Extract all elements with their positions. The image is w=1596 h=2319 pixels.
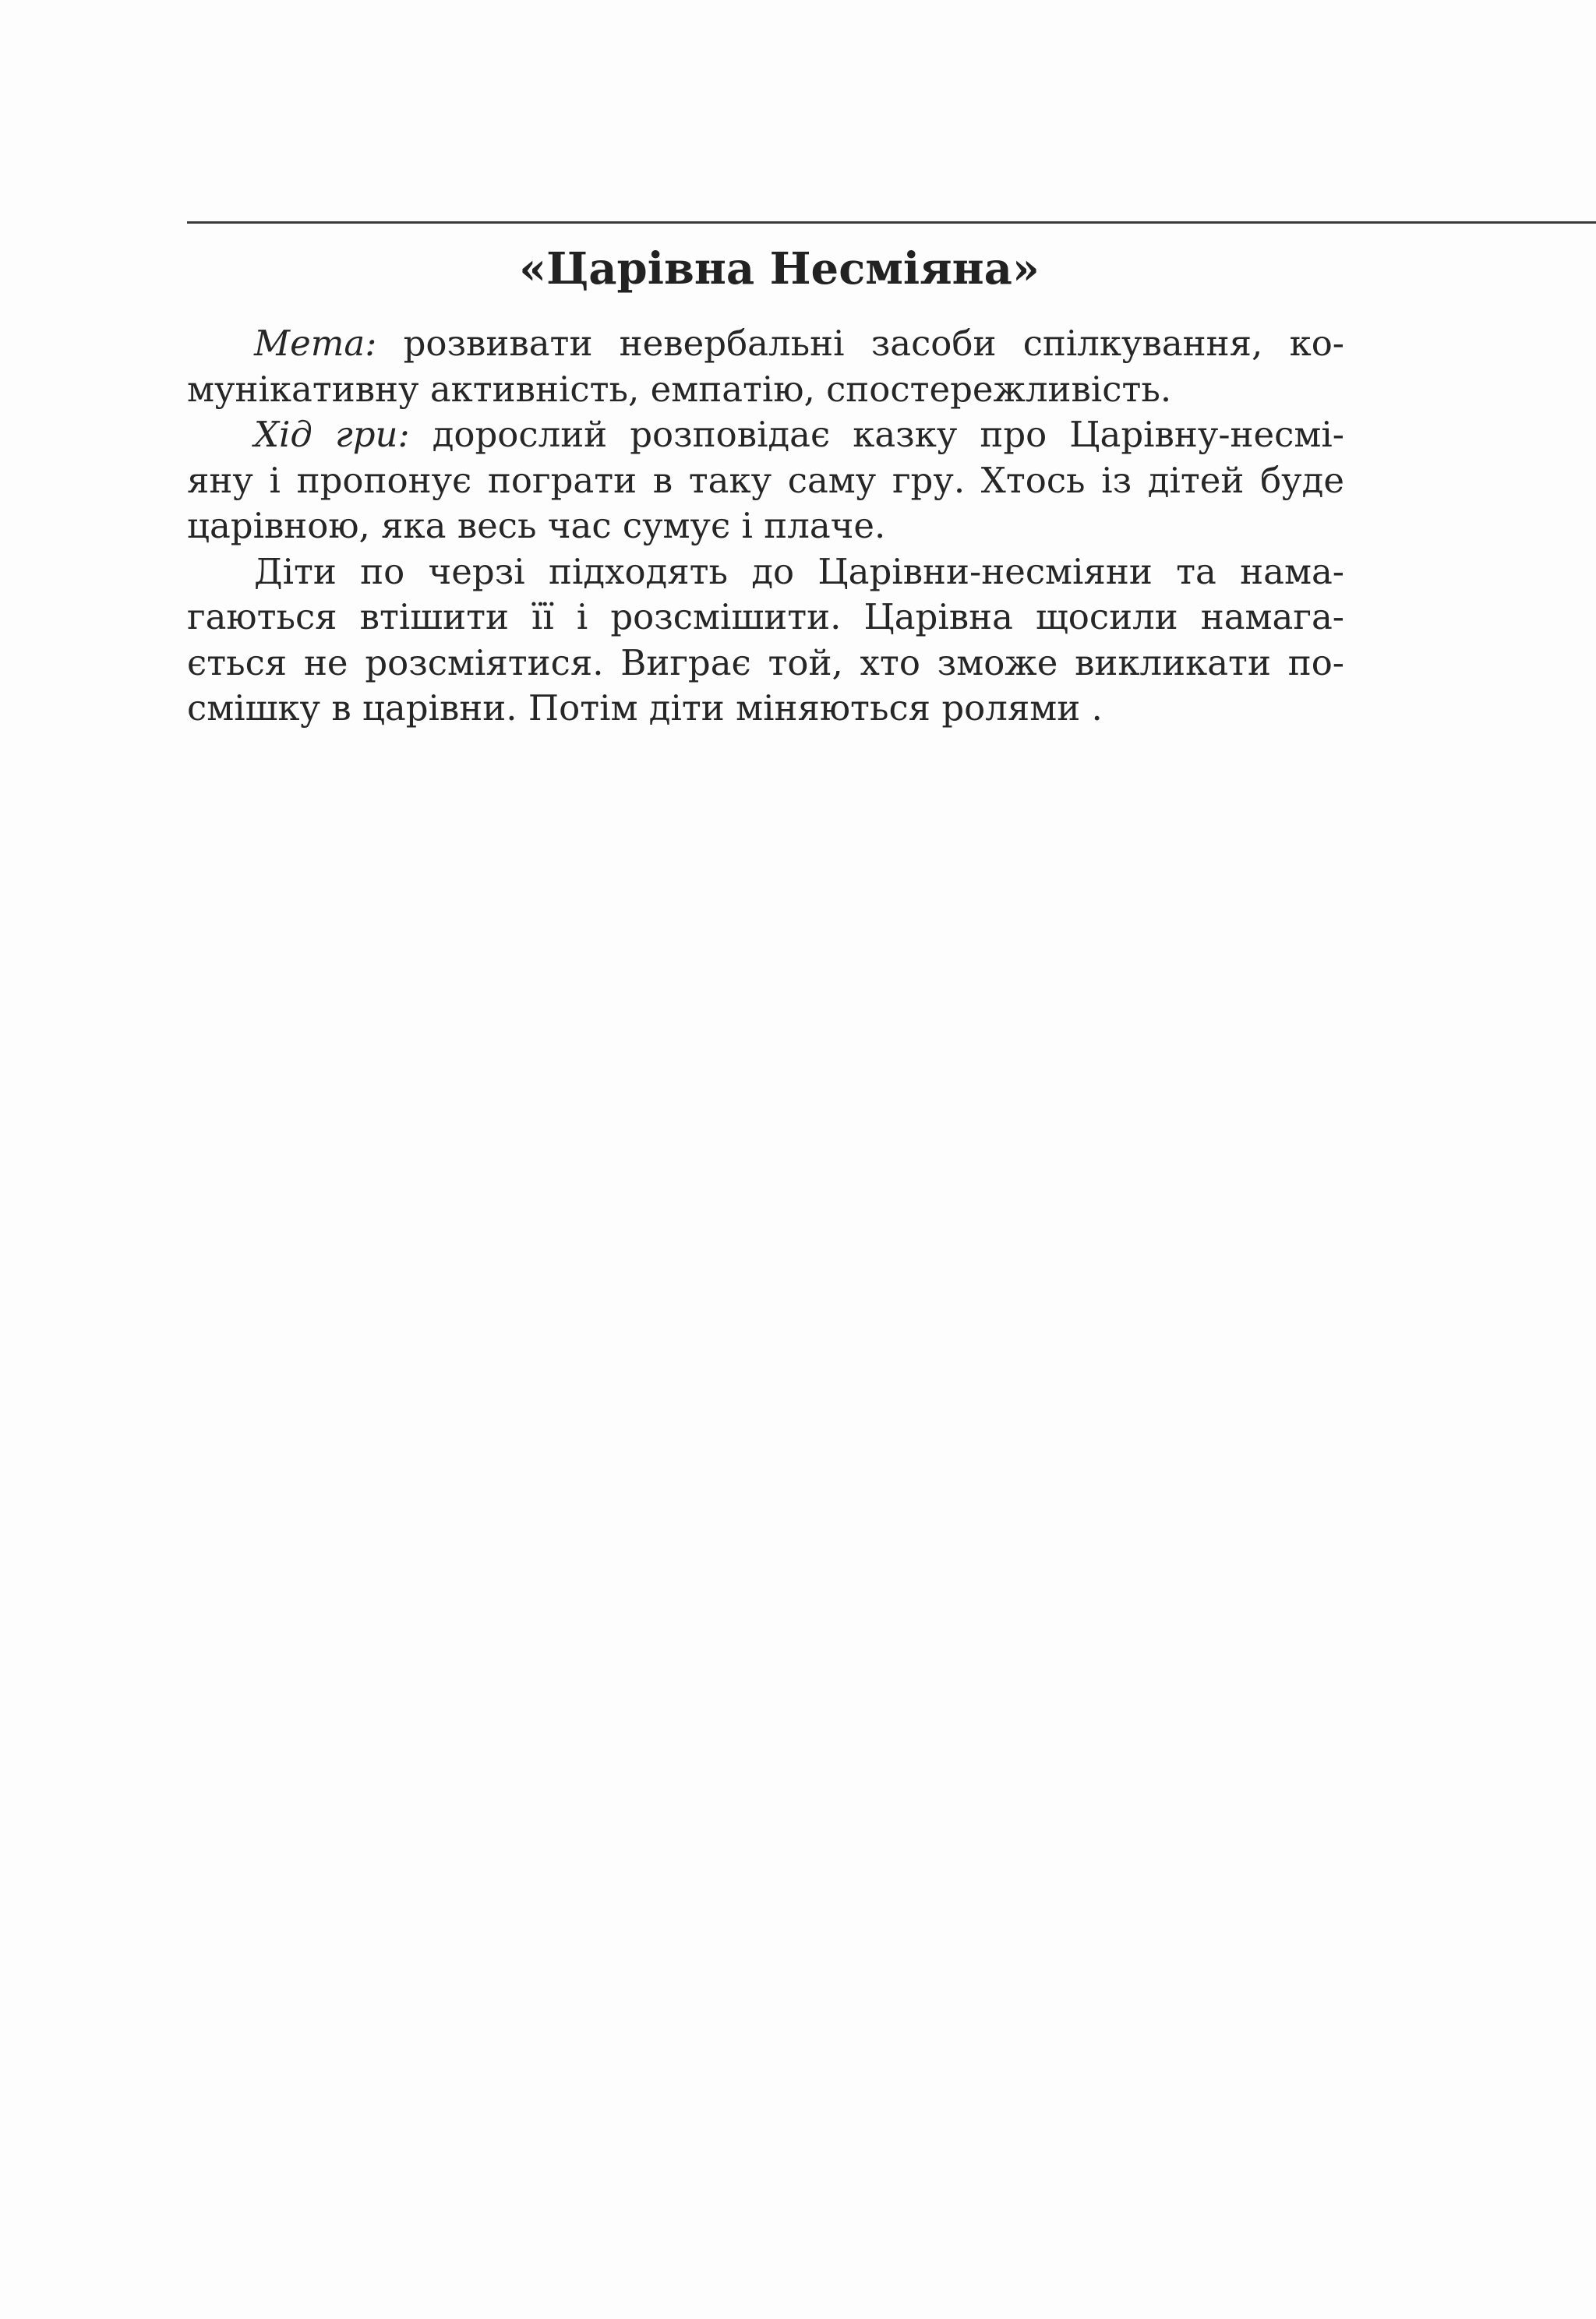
goal-label: Мета: <box>254 323 377 364</box>
text-line: царівною, яка весь час сумує і плаче. <box>187 505 886 546</box>
text-line: яну і пропонує пограти в таку саму гру. Хтось із дітей буде <box>187 459 1344 501</box>
top-rule <box>187 221 1596 224</box>
text-line: гаються втішити її і розсмішити. Царівна щосили намага- <box>187 596 1344 637</box>
paragraph-rules <box>187 549 1344 732</box>
text-line: Діти по черзі підходять до Царівни-несміяни та нама- <box>254 550 1344 592</box>
text-line: Хід гри: дорослий розповідає казку про Царівну-несмі- <box>254 414 1344 455</box>
text-line: мунікативну активність, емпатію, спостережливість. <box>187 368 1172 410</box>
page-title: «Царівна Несміяна» <box>519 243 1040 295</box>
text-line: ється не розсміятися. Виграє той, хто зможе викликати по- <box>187 641 1344 683</box>
paragraph-goal <box>187 321 1344 412</box>
game-course-label: Хід гри: <box>254 414 410 455</box>
body-text <box>187 321 1344 732</box>
text-line: смішку в царівни. Потім діти міняються ролями . <box>187 687 1103 729</box>
text-line: Мета: розвивати невербальні засоби спілкування, ко- <box>254 323 1344 364</box>
paragraph-game-course <box>187 412 1344 549</box>
